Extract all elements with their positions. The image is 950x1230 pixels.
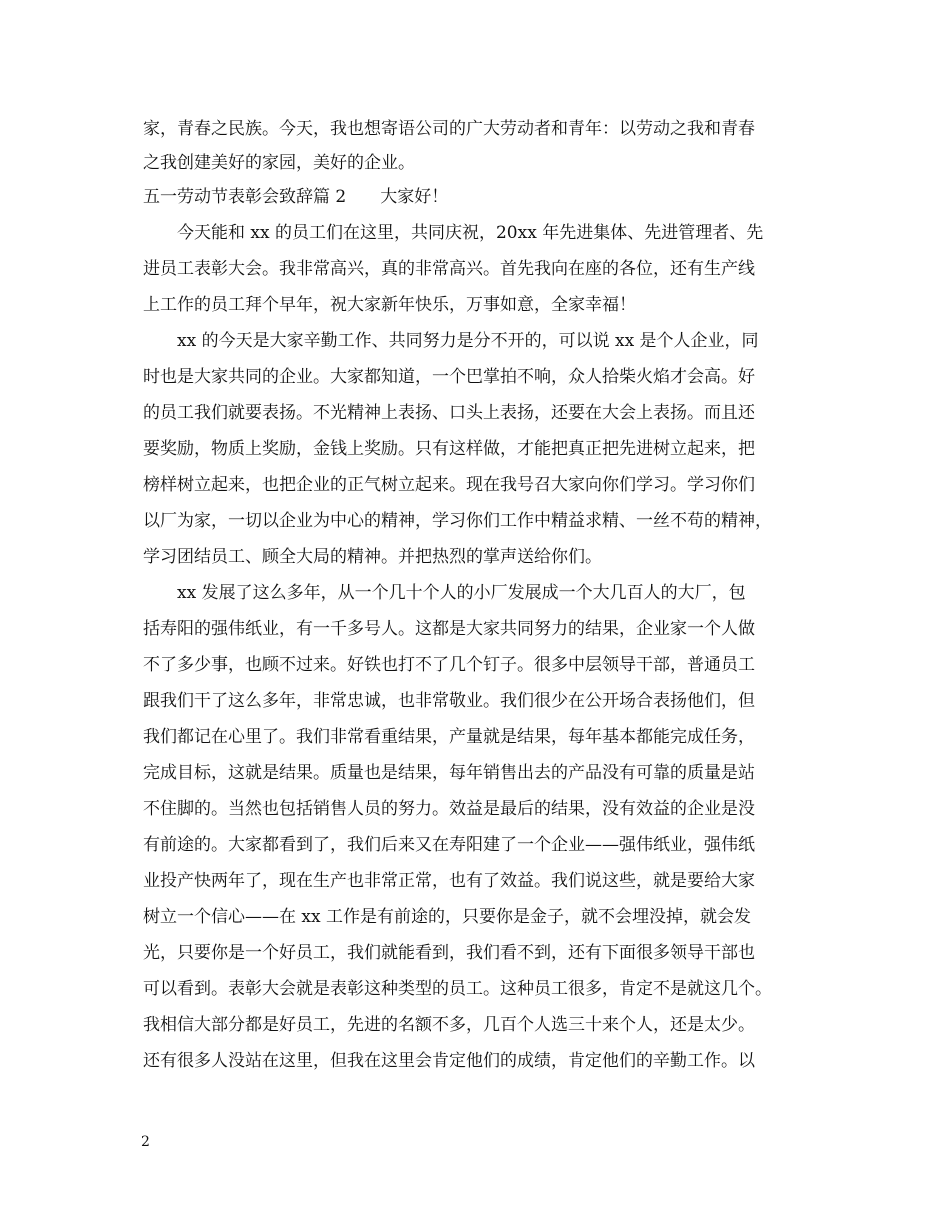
text-line: 有前途的。大家都看到了，我们后来又在寿阳建了一个企业——强伟纸业，强伟纸 [143, 835, 755, 855]
text-line: 之我创建美好的家园，美好的企业。 [143, 153, 415, 173]
text-line: 学习团结员工、顾全大局的精神。并把热烈的掌声送给你们。 [143, 547, 602, 567]
text-line: xx 的今天是大家辛勤工作、共同努力是分不开的，可以说 xx 是个人企业，同 [143, 331, 759, 351]
text-line: 今天能和 xx 的员工们在这里，共同庆祝，20xx 年先进集体、先进管理者、先 [143, 223, 764, 243]
text-line: 要奖励，物质上奖励，金钱上奖励。只有这样做，才能把真正把先进树立起来，把 [143, 439, 755, 459]
text-line: 完成目标，这就是结果。质量也是结果，每年销售出去的产品没有可靠的质量是站 [143, 763, 755, 783]
text-line: 不了多少事，也顾不过来。好铁也打不了几个钉子。很多中层领导干部，普通员工 [143, 655, 755, 675]
text-line: 跟我们干了这么多年，非常忠诚，也非常敬业。我们很少在公开场合表扬他们，但 [143, 691, 755, 711]
text-line: 光，只要你是一个好员工，我们就能看到，我们看不到，还有下面很多领导干部也 [143, 943, 755, 963]
text-line: 我们都记在心里了。我们非常看重结果，产量就是结果，每年基本都能完成任务， [143, 727, 755, 747]
text-line: 榜样树立起来，也把企业的正气树立起来。现在我号召大家向你们学习。学习你们 [143, 475, 755, 495]
text-line: 进员工表彰大会。我非常高兴，真的非常高兴。首先我向在座的各位，还有生产线 [143, 259, 755, 279]
text-line: 还有很多人没站在这里，但我在这里会肯定他们的成绩，肯定他们的辛勤工作。以 [143, 1051, 755, 1071]
text-line: 括寿阳的强伟纸业，有一千多号人。这都是大家共同努力的结果，企业家一个人做 [143, 619, 755, 639]
text-line: 我相信大部分都是好员工，先进的名额不多，几百个人选三十来个人，还是太少。 [143, 1015, 755, 1035]
text-line: 家，青春之民族。今天，我也想寄语公司的广大劳动者和青年：以劳动之我和青春 [143, 119, 755, 139]
text-line: 树立一个信心——在 xx 工作是有前途的，只要你是金子，就不会埋没掉，就会发 [143, 907, 751, 927]
page-number: 2 [141, 1134, 150, 1150]
text-line: 的员工我们就要表扬。不光精神上表扬、口头上表扬，还要在大会上表扬。而且还 [143, 403, 755, 423]
text-line: 不住脚的。当然也包括销售人员的努力。效益是最后的结果，没有效益的企业是没 [143, 799, 755, 819]
text-line: xx 发展了这么多年，从一个几十个人的小厂发展成一个大几百人的大厂，包 [143, 583, 746, 603]
text-line: 时也是大家共同的企业。大家都知道，一个巴掌拍不响，众人拾柴火焰才会高。好 [143, 367, 755, 387]
text-line: 业投产快两年了，现在生产也非常正常，也有了效益。我们说这些，就是要给大家 [143, 871, 755, 891]
section-heading-line: 五一劳动节表彰会致辞篇 2 大家好！ [143, 187, 449, 207]
text-line: 上工作的员工拜个早年，祝大家新年快乐，万事如意，全家幸福！ [143, 295, 636, 315]
text-line: 可以看到。表彰大会就是表彰这种类型的员工。这种员工很多，肯定不是就这几个。 [143, 979, 772, 999]
text-line: 以厂为家，一切以企业为中心的精神，学习你们工作中精益求精、一丝不苟的精神， [143, 511, 772, 531]
